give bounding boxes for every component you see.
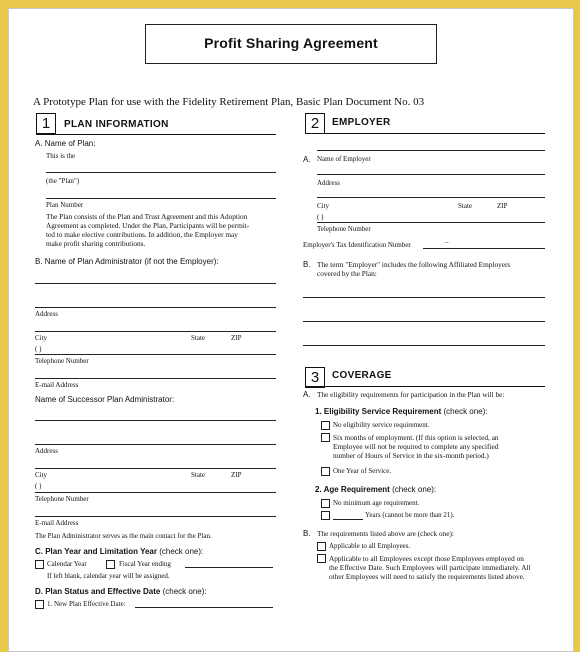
telephone-label: Telephone Number (35, 357, 89, 365)
plan-name-field[interactable] (46, 172, 276, 173)
affiliated-employer-field-3[interactable] (303, 345, 545, 346)
applicable-all-checkbox[interactable] (317, 542, 326, 551)
section-3-heading: COVERAGE (332, 370, 392, 381)
age-requirement-label: 2. Age Requirement (check one): (315, 485, 437, 494)
email-label: E-mail Address (35, 381, 79, 389)
administrator-note: The Plan Administrator serves as the main contact for the Plan. (35, 532, 212, 540)
fiscal-year-checkbox[interactable] (106, 560, 115, 569)
no-eligibility-checkbox[interactable] (321, 421, 330, 430)
employer-address-field[interactable] (317, 174, 545, 175)
employer-state-label: State (458, 202, 472, 210)
zip-label: ZIP (231, 334, 242, 342)
prototype-line: A Prototype Plan for use with the Fidelity Retirement Plan, Basic Plan Document No. 03 (33, 96, 425, 108)
requirements-intro: The requirements listed above are (check one): (317, 529, 454, 538)
effective-date-field[interactable] (135, 607, 273, 608)
employer-telephone-label: Telephone Number (317, 225, 371, 233)
plan-number-label: Plan Number (46, 201, 84, 209)
administrator-name-field[interactable] (35, 283, 276, 284)
this-is-the: This is the (46, 152, 76, 160)
fiscal-year-field[interactable] (185, 567, 273, 568)
city-label: City (35, 334, 48, 342)
employer-address-label: Address (317, 179, 340, 187)
successor-city-field[interactable] (35, 468, 276, 469)
title-box (145, 24, 437, 64)
affiliated-employer-field-2[interactable] (303, 321, 545, 322)
employer-city-label: City (317, 202, 330, 210)
affiliated-employer-field-1[interactable] (303, 297, 545, 298)
city-label-2: City (35, 471, 48, 479)
phone-area: ( ) (35, 345, 42, 353)
section-2-heading: EMPLOYER (332, 117, 391, 128)
successor-email-field[interactable] (35, 516, 276, 517)
page-title: Profit Sharing Agreement (204, 35, 378, 51)
tax-id-label: Employer's Tax Identification Number (303, 241, 411, 249)
six-months-label: Six months of employment. (If this option is selected, an Employee will not be required to complete any specified number of Hours of Service in the six-month period.) (333, 433, 499, 460)
coverage-a-label: A. (303, 390, 311, 399)
new-plan-label: 1. New Plan Effective Date: (47, 600, 126, 608)
plan-administrator-label: B. Name of Plan Administrator (if not the Employer): (35, 257, 219, 266)
plan-status-label: D. Plan Status and Effective Date (check one): (35, 587, 207, 596)
employer-phone-area: ( ) (317, 213, 324, 221)
years-label: Years (cannot be more than 21). (365, 511, 455, 519)
section-3-number: 3 (305, 367, 325, 388)
six-months-checkbox[interactable] (321, 433, 330, 442)
employer-zip-label: ZIP (497, 202, 508, 210)
form-page (8, 8, 574, 652)
tax-id-field[interactable] (423, 248, 545, 249)
years-checkbox[interactable] (321, 511, 330, 520)
administrator-phone-field[interactable] (35, 354, 276, 355)
employer-city-field[interactable] (317, 197, 545, 198)
employer-a-label: A. (303, 155, 311, 164)
plan-description: The Plan consists of the Plan and Trust Agreement and this Adoption Agreement as completed. Under the Plan, Participants will be permit- ted to make elective contributions. In addition, the Employer may make profit sharing contributions. (46, 212, 250, 248)
years-field[interactable] (333, 519, 363, 520)
no-age-label: No minimum age requirement. (333, 499, 420, 507)
employer-b-label: B. (303, 260, 311, 269)
eligibility-intro: The eligibility requirements for participation in the Plan will be: (317, 390, 505, 399)
applicable-except-label: Applicable to all Employees except those Employees employed on the Effective Date. Such Employees will participate immediately. All other Employees will need to satisfy the requirements listed above. (329, 554, 531, 581)
no-age-checkbox[interactable] (321, 499, 330, 508)
eligibility-service-label: 1. Eligibility Service Requirement (check one): (315, 407, 488, 416)
administrator-city-field[interactable] (35, 331, 276, 332)
state-label-2: State (191, 471, 205, 479)
employer-name-label: Name of Employer (317, 155, 371, 163)
affiliated-employers-text: The term "Employer" includes the following Affiliated Employers covered by the Plan: (317, 260, 511, 278)
successor-address-field[interactable] (35, 444, 276, 445)
email-label-2: E-mail Address (35, 519, 79, 527)
address-label-2: Address (35, 447, 58, 455)
successor-phone-field[interactable] (35, 492, 276, 493)
applicable-except-checkbox[interactable] (317, 554, 326, 563)
fiscal-year-label: Fiscal Year ending (119, 560, 171, 568)
new-plan-checkbox[interactable] (35, 600, 44, 609)
left-blank-note: If left blank, calendar year will be assigned. (47, 572, 170, 580)
section-1-number: 1 (36, 113, 56, 134)
section-1-rule (36, 134, 276, 135)
the-plan-text: (the "Plan") (46, 177, 80, 185)
employer-name-top-field[interactable] (317, 150, 545, 151)
applicable-all-label: Applicable to all Employees. (329, 542, 411, 550)
calendar-year-label: Calendar Year (47, 560, 87, 568)
employer-phone-field[interactable] (317, 222, 545, 223)
one-year-checkbox[interactable] (321, 467, 330, 476)
successor-name-field[interactable] (35, 420, 276, 421)
telephone-label-2: Telephone Number (35, 495, 89, 503)
calendar-year-checkbox[interactable] (35, 560, 44, 569)
coverage-b-label: B. (303, 529, 311, 538)
plan-year-label: C. Plan Year and Limitation Year (check one): (35, 547, 204, 556)
section-2-number: 2 (305, 113, 325, 134)
administrator-address-field[interactable] (35, 307, 276, 308)
plan-number-field[interactable] (46, 198, 276, 199)
section-2-rule (305, 133, 545, 134)
successor-administrator-label: Name of Successor Plan Administrator: (35, 395, 175, 404)
one-year-label: One Year of Service. (333, 467, 392, 475)
phone-area-2: ( ) (35, 482, 42, 490)
section-1-heading: PLAN INFORMATION (64, 119, 169, 130)
zip-label-2: ZIP (231, 471, 242, 479)
address-label: Address (35, 310, 58, 318)
state-label: State (191, 334, 205, 342)
administrator-email-field[interactable] (35, 378, 276, 379)
section-3-rule (305, 386, 545, 387)
no-eligibility-label: No eligibility service requirement. (333, 421, 430, 429)
tax-id-dash: – (445, 238, 449, 246)
plan-name-label: A. Name of Plan: (35, 139, 96, 148)
